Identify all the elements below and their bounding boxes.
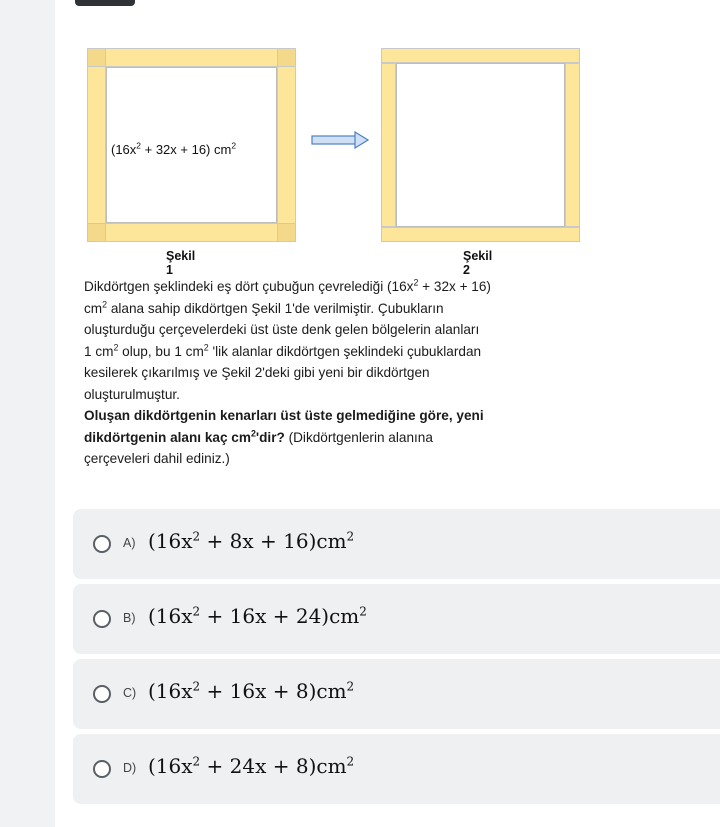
rod-right: [565, 63, 580, 227]
overlap-bottom-right: [277, 223, 296, 242]
figure-2-inner: [396, 63, 565, 227]
option-text: $(16x^2 + 16x + 24)cm^2$: [148, 604, 367, 628]
option-text: $(16x^2 + 16x + 8)cm^2$: [148, 679, 355, 703]
question-line: Oluşan dikdörtgenin kenarları üst üste gelmediğine göre, yeni: [84, 408, 484, 423]
rod-bottom: [87, 223, 296, 242]
rod-top: [381, 48, 580, 63]
option-a[interactable]: [73, 509, 720, 579]
rod-left: [87, 48, 106, 242]
radio-button[interactable]: [93, 760, 111, 778]
figure-1-caption: Şekil 1: [166, 249, 196, 277]
problem-text: Dikdörtgen şeklindeki eş dört çubuğun çevrelediği $(16x^2 + 32x + 16)$ $cm^2$ alana sahip dikdörtgen Şekil 1'de verilmiştir. Çubukların oluşturduğu çerçevelerdeki üst üste denk gelen bölgelerin alanları 1 $cm^2$ olup, bu 1 $cm^2$ 'lik alanlar dikdörtgen şeklindeki çubuklardan kesilerek çıkarılmış ve Şekil 2'deki gibi yeni bir dikdörtgen oluşturulmuştur. Oluşan dikdörtgenin kenarları üst üste gelmediğine göre, yeni dikdörtgenin alanı kaç $cm^2'dir$? (Dikdörtgenlerin alanına çerçeveleri dahil ediniz.): [84, 276, 589, 470]
figure-2-caption: Şekil 2: [463, 249, 493, 277]
option-letter: C): [123, 686, 137, 700]
overlap-top-right: [277, 48, 296, 67]
option-d[interactable]: [73, 734, 720, 804]
option-text: $(16x^2 + 24x + 8)cm^2$: [148, 754, 355, 778]
figure-1-area-label: $(16x^2 + 32x + 16)$ $cm^2$: [111, 140, 237, 157]
option-b[interactable]: [73, 584, 720, 654]
option-text: $(16x^2 + 8x + 16)cm^2$: [148, 529, 355, 553]
rod-left: [381, 63, 396, 227]
overlap-bottom-left: [87, 223, 106, 242]
option-letter: A): [123, 536, 136, 550]
option-letter: B): [123, 611, 136, 625]
overlap-top-left: [87, 48, 106, 67]
rod-bottom: [381, 227, 580, 242]
radio-button[interactable]: [93, 685, 111, 703]
rod-top: [87, 48, 296, 67]
right-arrow-icon: [311, 131, 369, 149]
radio-button[interactable]: [93, 610, 111, 628]
option-letter: D): [123, 761, 137, 775]
radio-button[interactable]: [93, 535, 111, 553]
rod-right: [277, 48, 296, 242]
top-tab-indicator: [75, 0, 135, 6]
option-c[interactable]: [73, 659, 720, 729]
